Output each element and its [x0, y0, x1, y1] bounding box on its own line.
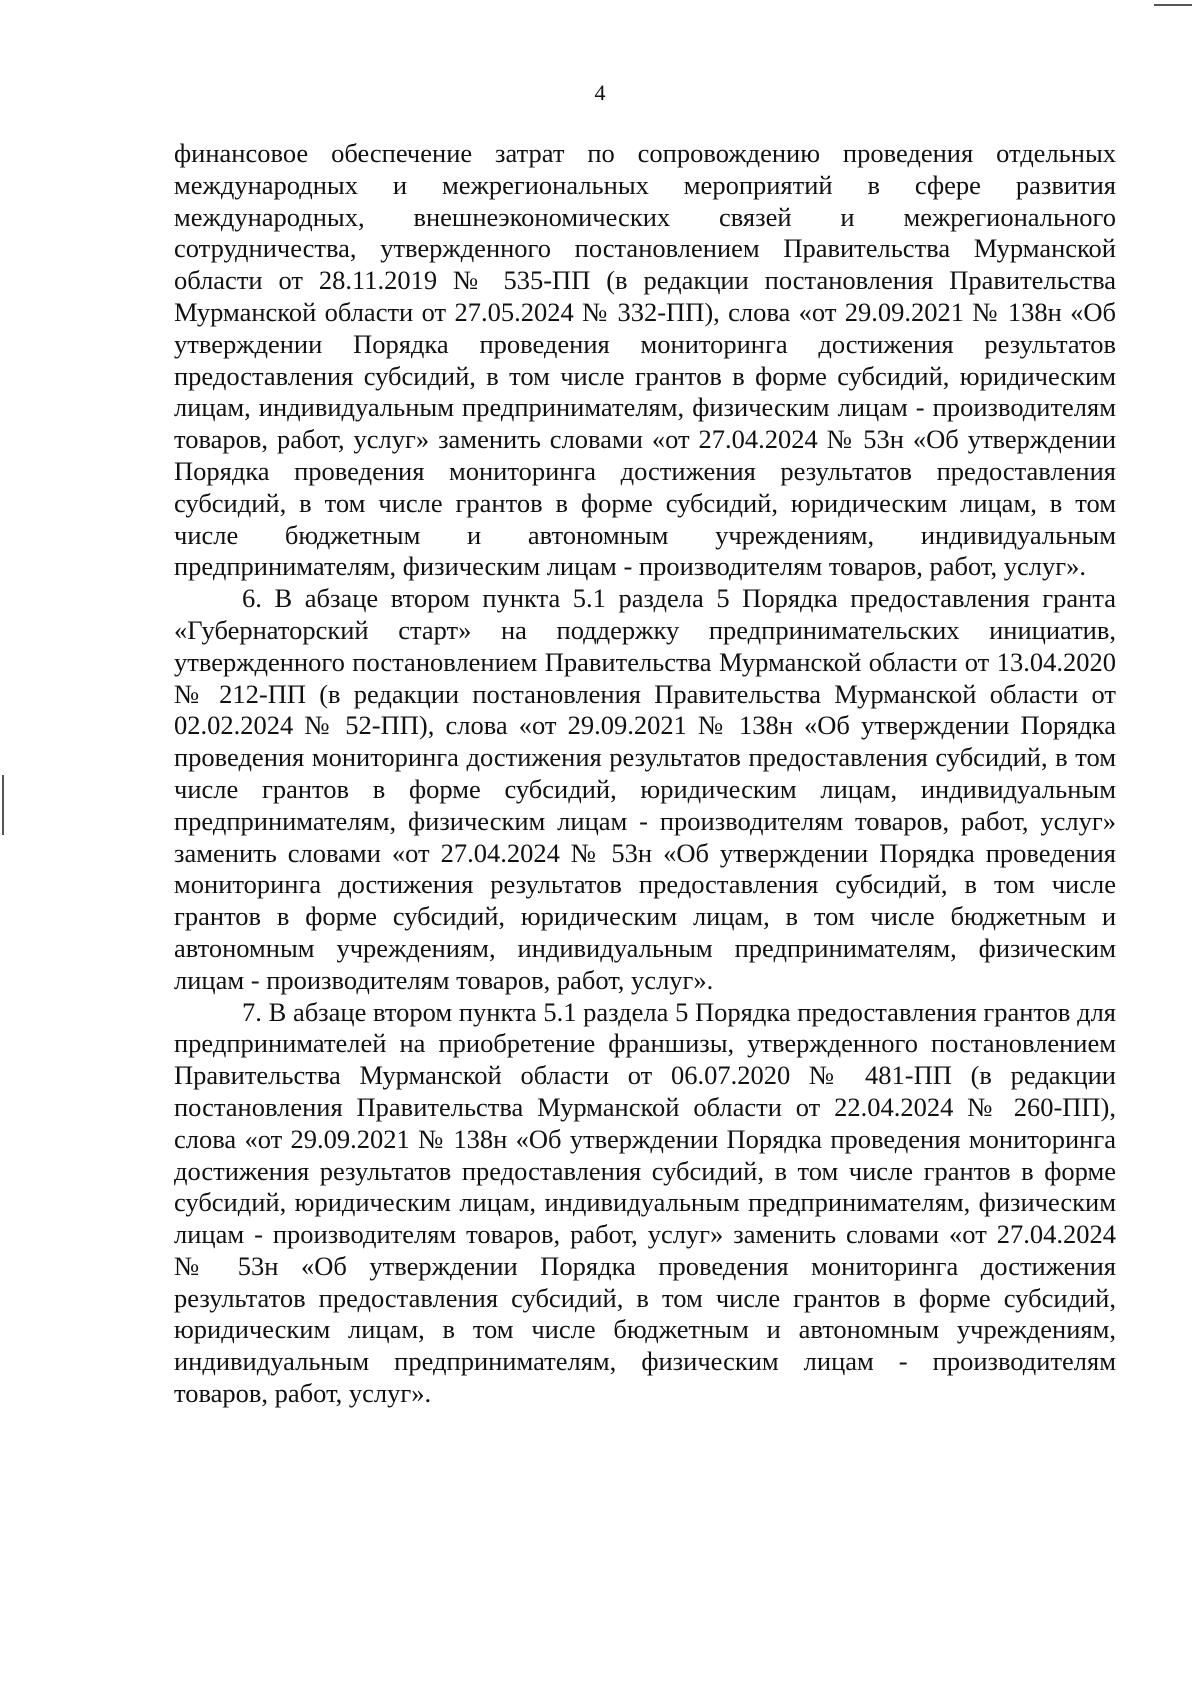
- paragraph-item-7: 7. В абзаце втором пункта 5.1 раздела 5 Порядка предоставления грантов для предпринимателей на приобретение франшизы, утвержденного постановлением Правительства Мурманской области от 06.07.2020 № 481-ПП (в редакции постановления Правительства Мурманской области от 22.04.2024 № 260-ПП), слова «от 29.09.2021 № 138н «Об утверждении Порядка проведения мониторинга достижения результатов предоставления субсидий, в том числе грантов в форме субсидий, юридическим лицам, индивидуальным предпринимателям, физическим лицам - производителям товаров, работ, услуг» заменить словами «от 27.04.2024 № 53н «Об утверждении Порядка проведения мониторинга достижения результатов предоставления субсидий, в том числе грантов в форме субсидий, юридическим лицам, в том числе бюджетным и автономным учреждениям, индивидуальным предпринимателям, физическим лицам - производителям товаров, работ, услуг».: [174, 996, 1116, 1409]
- page-number: 4: [594, 80, 606, 105]
- scan-edge-mark: [1154, 4, 1192, 6]
- paragraph: финансовое обеспечение затрат по сопровождению проведения отдельных международных и межрегиональных мероприятий в сфере развития международных, внешнеэкономических связей и межрегионального сотрудничества, утвержденного постановлением Правительства Мурманской области от 28.11.2019 № 535-ПП (в редакции постановления Правительства Мурманской области от 27.05.2024 № 332-ПП), слова «от 29.09.2021 № 138н «Об утверждении Порядка проведения мониторинга достижения результатов предоставления субсидий, в том числе грантов в форме субсидий, юридическим лицам, индивидуальным предпринимателям, физическим лицам - производителям товаров, работ, услуг» заменить словами «от 27.04.2024 № 53н «Об утверждении Порядка проведения мониторинга достижения результатов предоставления субсидий, в том числе грантов в форме субсидий, юридическим лицам, в том числе бюджетным и автономным учреждениям, индивидуальным предпринимателям, физическим лицам - производителям товаров, работ, услуг».: [174, 138, 1116, 582]
- document-body: [174, 138, 1116, 1410]
- paragraph-item-6: 6. В абзаце втором пункта 5.1 раздела 5 Порядка предоставления гранта «Губернаторский старт» на поддержку предпринимательских инициатив, утвержденного постановлением Правительства Мурманской области от 13.04.2020 № 212-ПП (в редакции постановления Правительства Мурманской области от 02.02.2024 № 52-ПП), слова «от 29.09.2021 № 138н «Об утверждении Порядка проведения мониторинга достижения результатов предоставления субсидий, в том числе грантов в форме субсидий, юридическим лицам, индивидуальным предпринимателям, физическим лицам - производителям товаров, работ, услуг» заменить словами «от 27.04.2024 № 53н «Об утверждении Порядка проведения мониторинга достижения результатов предоставления субсидий, в том числе грантов в форме субсидий, юридическим лицам, в том числе бюджетным и автономным учреждениям, индивидуальным предпринимателям, физическим лицам - производителям товаров, работ, услуг».: [174, 583, 1116, 995]
- scan-edge-mark: [2, 775, 4, 835]
